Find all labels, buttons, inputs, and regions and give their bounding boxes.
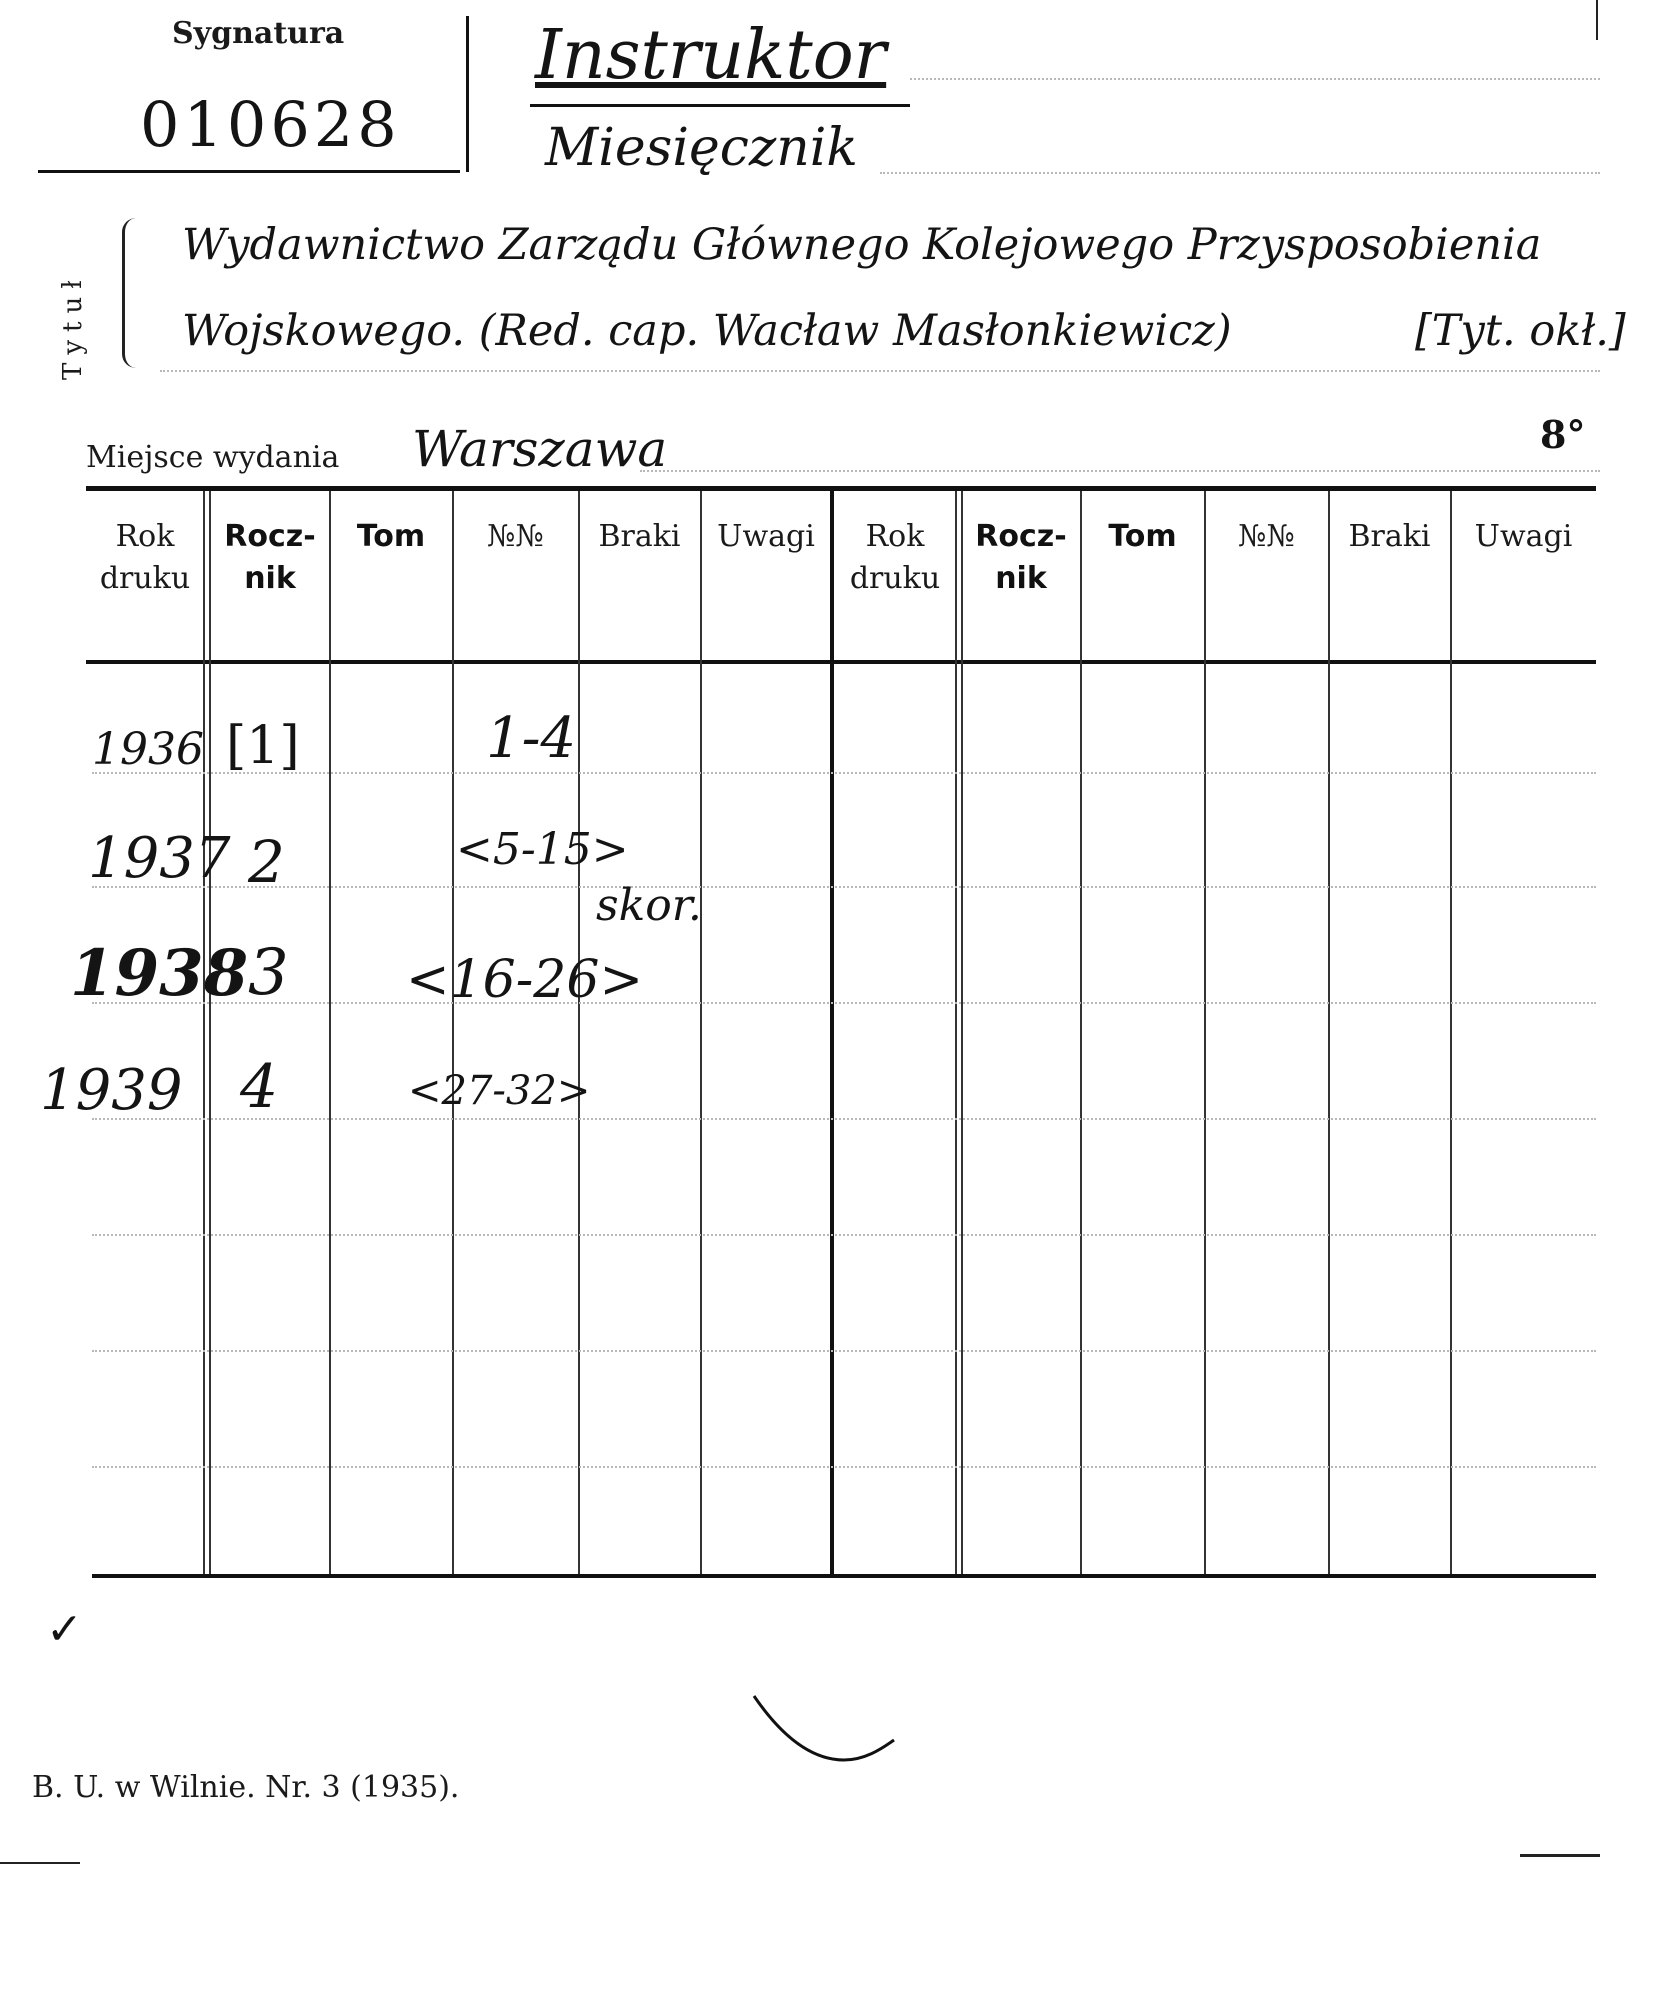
col-line-1a bbox=[203, 491, 205, 1574]
row-4-nr: <27-32> bbox=[408, 1068, 591, 1114]
header-braki-left: Braki bbox=[598, 519, 681, 554]
place-value: Warszawa bbox=[412, 420, 668, 478]
header-nr-left: №№ bbox=[487, 519, 544, 554]
row-guide-7 bbox=[92, 1466, 1596, 1468]
row-3-rok: 1938 bbox=[70, 936, 249, 1011]
tytul-brace bbox=[122, 218, 143, 368]
pen-stroke-curve bbox=[740, 1690, 900, 1770]
pen-stroke-path bbox=[754, 1696, 894, 1760]
imprint: B. U. w Wilnie. Nr. 3 (1935). bbox=[32, 1770, 460, 1805]
edge-mark-top-right bbox=[1596, 0, 1598, 40]
signature-divider bbox=[466, 16, 469, 172]
header-tom-right: Tom bbox=[1108, 519, 1177, 554]
tytul-label: Tytuł bbox=[58, 272, 88, 380]
row-guide-2 bbox=[92, 886, 1596, 888]
row-2-nr: <5-15> bbox=[456, 824, 629, 875]
col-line-4 bbox=[578, 491, 580, 1574]
place-label: Miejsce wydania bbox=[86, 440, 340, 475]
header-rok-left: Rok druku bbox=[99, 519, 191, 596]
table-top-rule bbox=[86, 486, 1596, 491]
row-1-rocznik: [1] bbox=[226, 716, 300, 776]
title-line-1: Wydawnictwo Zarządu Głównego Kolejowego Przysposobienia bbox=[182, 220, 1542, 270]
row-2-rok: 1937 bbox=[88, 826, 231, 891]
signature-underline bbox=[38, 170, 460, 173]
title-line-2: Wojskowego. (Red. cap. Wacław Masłonkiewicz) bbox=[182, 306, 1232, 356]
frequency-text: Miesięcznik bbox=[545, 118, 858, 178]
row-1-rok: 1936 bbox=[92, 724, 204, 775]
main-title-dotted-line bbox=[910, 78, 1600, 80]
col-line-8 bbox=[1204, 491, 1206, 1574]
edge-mark-right bbox=[1520, 1854, 1600, 1857]
col-line-6b bbox=[961, 491, 963, 1574]
header-braki-right: Braki bbox=[1348, 519, 1431, 554]
braki-note: skor. bbox=[596, 880, 702, 931]
col-line-9 bbox=[1328, 491, 1330, 1574]
row-2-rocznik: 2 bbox=[248, 828, 285, 896]
col-line-6a bbox=[955, 491, 957, 1574]
row-guide-5 bbox=[92, 1234, 1596, 1236]
main-title: Instruktor bbox=[535, 16, 887, 95]
row-guide-3 bbox=[92, 1002, 1596, 1004]
edge-mark-left bbox=[0, 1862, 80, 1864]
row-3-rocznik: 3 bbox=[248, 936, 289, 1010]
col-line-7 bbox=[1080, 491, 1082, 1574]
row-3-nr: <16-26> bbox=[406, 950, 644, 1010]
header-nr-right: №№ bbox=[1238, 519, 1295, 554]
row-guide-6 bbox=[92, 1350, 1596, 1352]
check-mark: ✓ bbox=[46, 1604, 83, 1655]
header-rocznik-right: Rocz- nik bbox=[975, 519, 1067, 596]
signature-value: 010628 bbox=[140, 88, 401, 161]
header-uwagi-left: Uwagi bbox=[717, 519, 815, 554]
title-dotted-line-2 bbox=[160, 370, 1600, 372]
col-line-3 bbox=[452, 491, 454, 1574]
header-rocznik-left: Rocz- nik bbox=[224, 519, 316, 596]
format-mark: 8° bbox=[1540, 412, 1586, 457]
col-line-2 bbox=[329, 491, 331, 1574]
main-title-rule bbox=[530, 104, 910, 107]
signature-label: Sygnatura bbox=[172, 16, 345, 51]
row-4-rok: 1939 bbox=[40, 1058, 183, 1123]
table-header-rule bbox=[86, 660, 1596, 664]
header-tom-left: Tom bbox=[356, 519, 426, 554]
title-note: [Tyt. okł.] bbox=[1415, 306, 1626, 356]
header-uwagi-right: Uwagi bbox=[1474, 519, 1573, 554]
row-1-nr: 1-4 bbox=[486, 706, 577, 771]
header-rok-right: Rok druku bbox=[849, 519, 941, 596]
frequency-dotted-line bbox=[880, 172, 1600, 174]
col-line-5 bbox=[700, 491, 702, 1574]
row-guide-1 bbox=[92, 772, 1596, 774]
place-dotted-line bbox=[640, 470, 1600, 472]
table-bottom-rule bbox=[92, 1574, 1596, 1578]
col-line-10 bbox=[1450, 491, 1452, 1574]
col-line-1b bbox=[209, 491, 211, 1574]
table-center-divider bbox=[830, 491, 834, 1574]
row-4-rocznik: 4 bbox=[240, 1052, 279, 1122]
row-guide-4 bbox=[92, 1118, 1596, 1120]
